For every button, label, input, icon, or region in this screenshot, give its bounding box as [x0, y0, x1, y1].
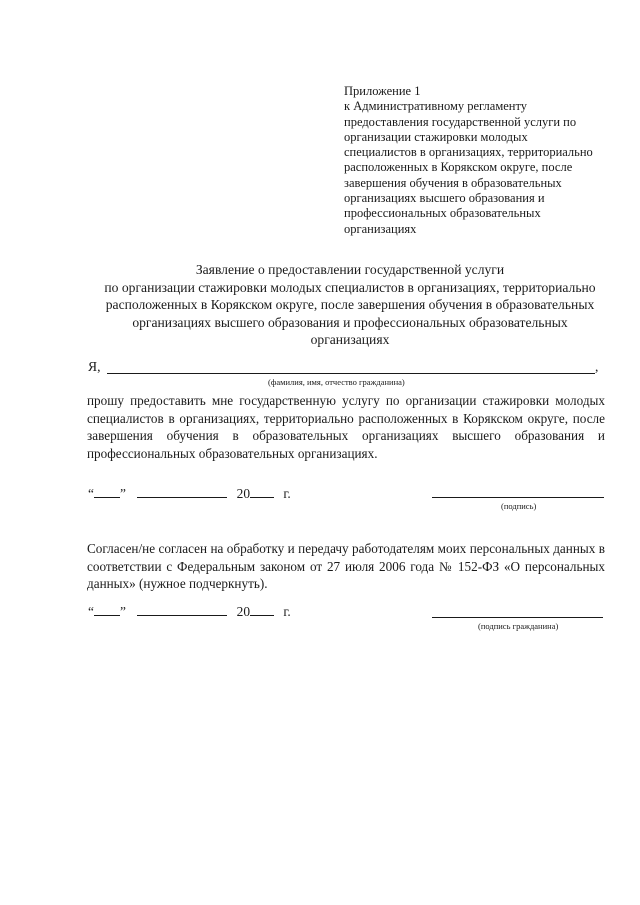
request-paragraph	[87, 392, 605, 462]
date-row-1	[88, 485, 291, 502]
year-prefix: 20	[236, 604, 251, 619]
date-open-quote: “	[88, 486, 94, 501]
signature-caption-2: (подпись гражданина)	[478, 621, 559, 631]
signature-field-2[interactable]	[432, 617, 603, 618]
title-line: по организации стажировки молодых специалистов в организациях, территориально	[104, 279, 596, 295]
date-close-quote: ”	[119, 604, 126, 619]
month-field[interactable]	[137, 603, 227, 616]
title-line: организациях высшего образования и профессиональных образовательных	[132, 314, 568, 330]
annex-line: специалистов в организациях, территориально	[344, 145, 593, 160]
annex-line: организации стажировки молодых	[344, 129, 528, 144]
month-field[interactable]	[137, 485, 227, 498]
applicant-label: Я,	[88, 359, 101, 374]
date-close-quote: ”	[119, 486, 126, 501]
annex-line: профессиональных образовательных	[344, 206, 541, 221]
annex-line: к Административному регламенту	[344, 99, 528, 114]
year-field[interactable]	[250, 603, 274, 616]
title-line: организациях	[310, 332, 390, 347]
day-field[interactable]	[94, 485, 120, 498]
title-line: расположенных в Корякском округе, после завершения обучения в образовательных	[105, 297, 595, 312]
consent-line: данных» (нужное подчеркнуть).	[87, 576, 268, 591]
document-title	[70, 261, 630, 349]
annex-line: организациях высшего образования и	[344, 191, 545, 206]
request-line: специалистов в организациях, территориально расположенных в Корякском округе, после	[87, 410, 605, 426]
year-suffix: г.	[283, 486, 291, 501]
annex-line: Приложение 1	[344, 84, 421, 98]
request-line: завершения обучения в образовательных организациях высшего образования и	[87, 428, 605, 443]
year-prefix: 20	[236, 486, 251, 501]
annex-block	[344, 84, 614, 237]
annex-line: организациях	[344, 221, 417, 236]
annex-line: предоставления государственной услуги по	[344, 114, 577, 129]
signature-field-1[interactable]	[432, 497, 604, 498]
consent-line: соответствии с Федеральным законом от 27 июля 2006 года № 152-ФЗ «О персональных	[87, 558, 605, 574]
annex-line: расположенных в Корякском округе, после	[344, 160, 573, 175]
year-field[interactable]	[250, 485, 274, 498]
applicant-name-caption: (фамилия, имя, отчество гражданина)	[268, 377, 405, 387]
request-line: профессиональных образовательных организациях.	[87, 445, 378, 461]
applicant-comma: ,	[595, 359, 599, 374]
year-suffix: г.	[283, 604, 291, 619]
day-field[interactable]	[94, 603, 120, 616]
annex-line: завершения обучения в образовательных	[344, 175, 562, 190]
date-row-2	[88, 603, 291, 620]
applicant-name-field[interactable]	[107, 373, 595, 374]
request-line: прошу предоставить мне государственную услугу по организации стажировки молодых	[87, 393, 605, 408]
consent-line: Согласен/не согласен на обработку и передачу работодателям моих персональных данных в	[87, 541, 605, 556]
consent-paragraph	[87, 540, 605, 593]
date-open-quote: “	[88, 604, 94, 619]
signature-caption-1: (подпись)	[501, 501, 537, 511]
title-line: Заявление о предоставлении государственной услуги	[195, 262, 505, 277]
